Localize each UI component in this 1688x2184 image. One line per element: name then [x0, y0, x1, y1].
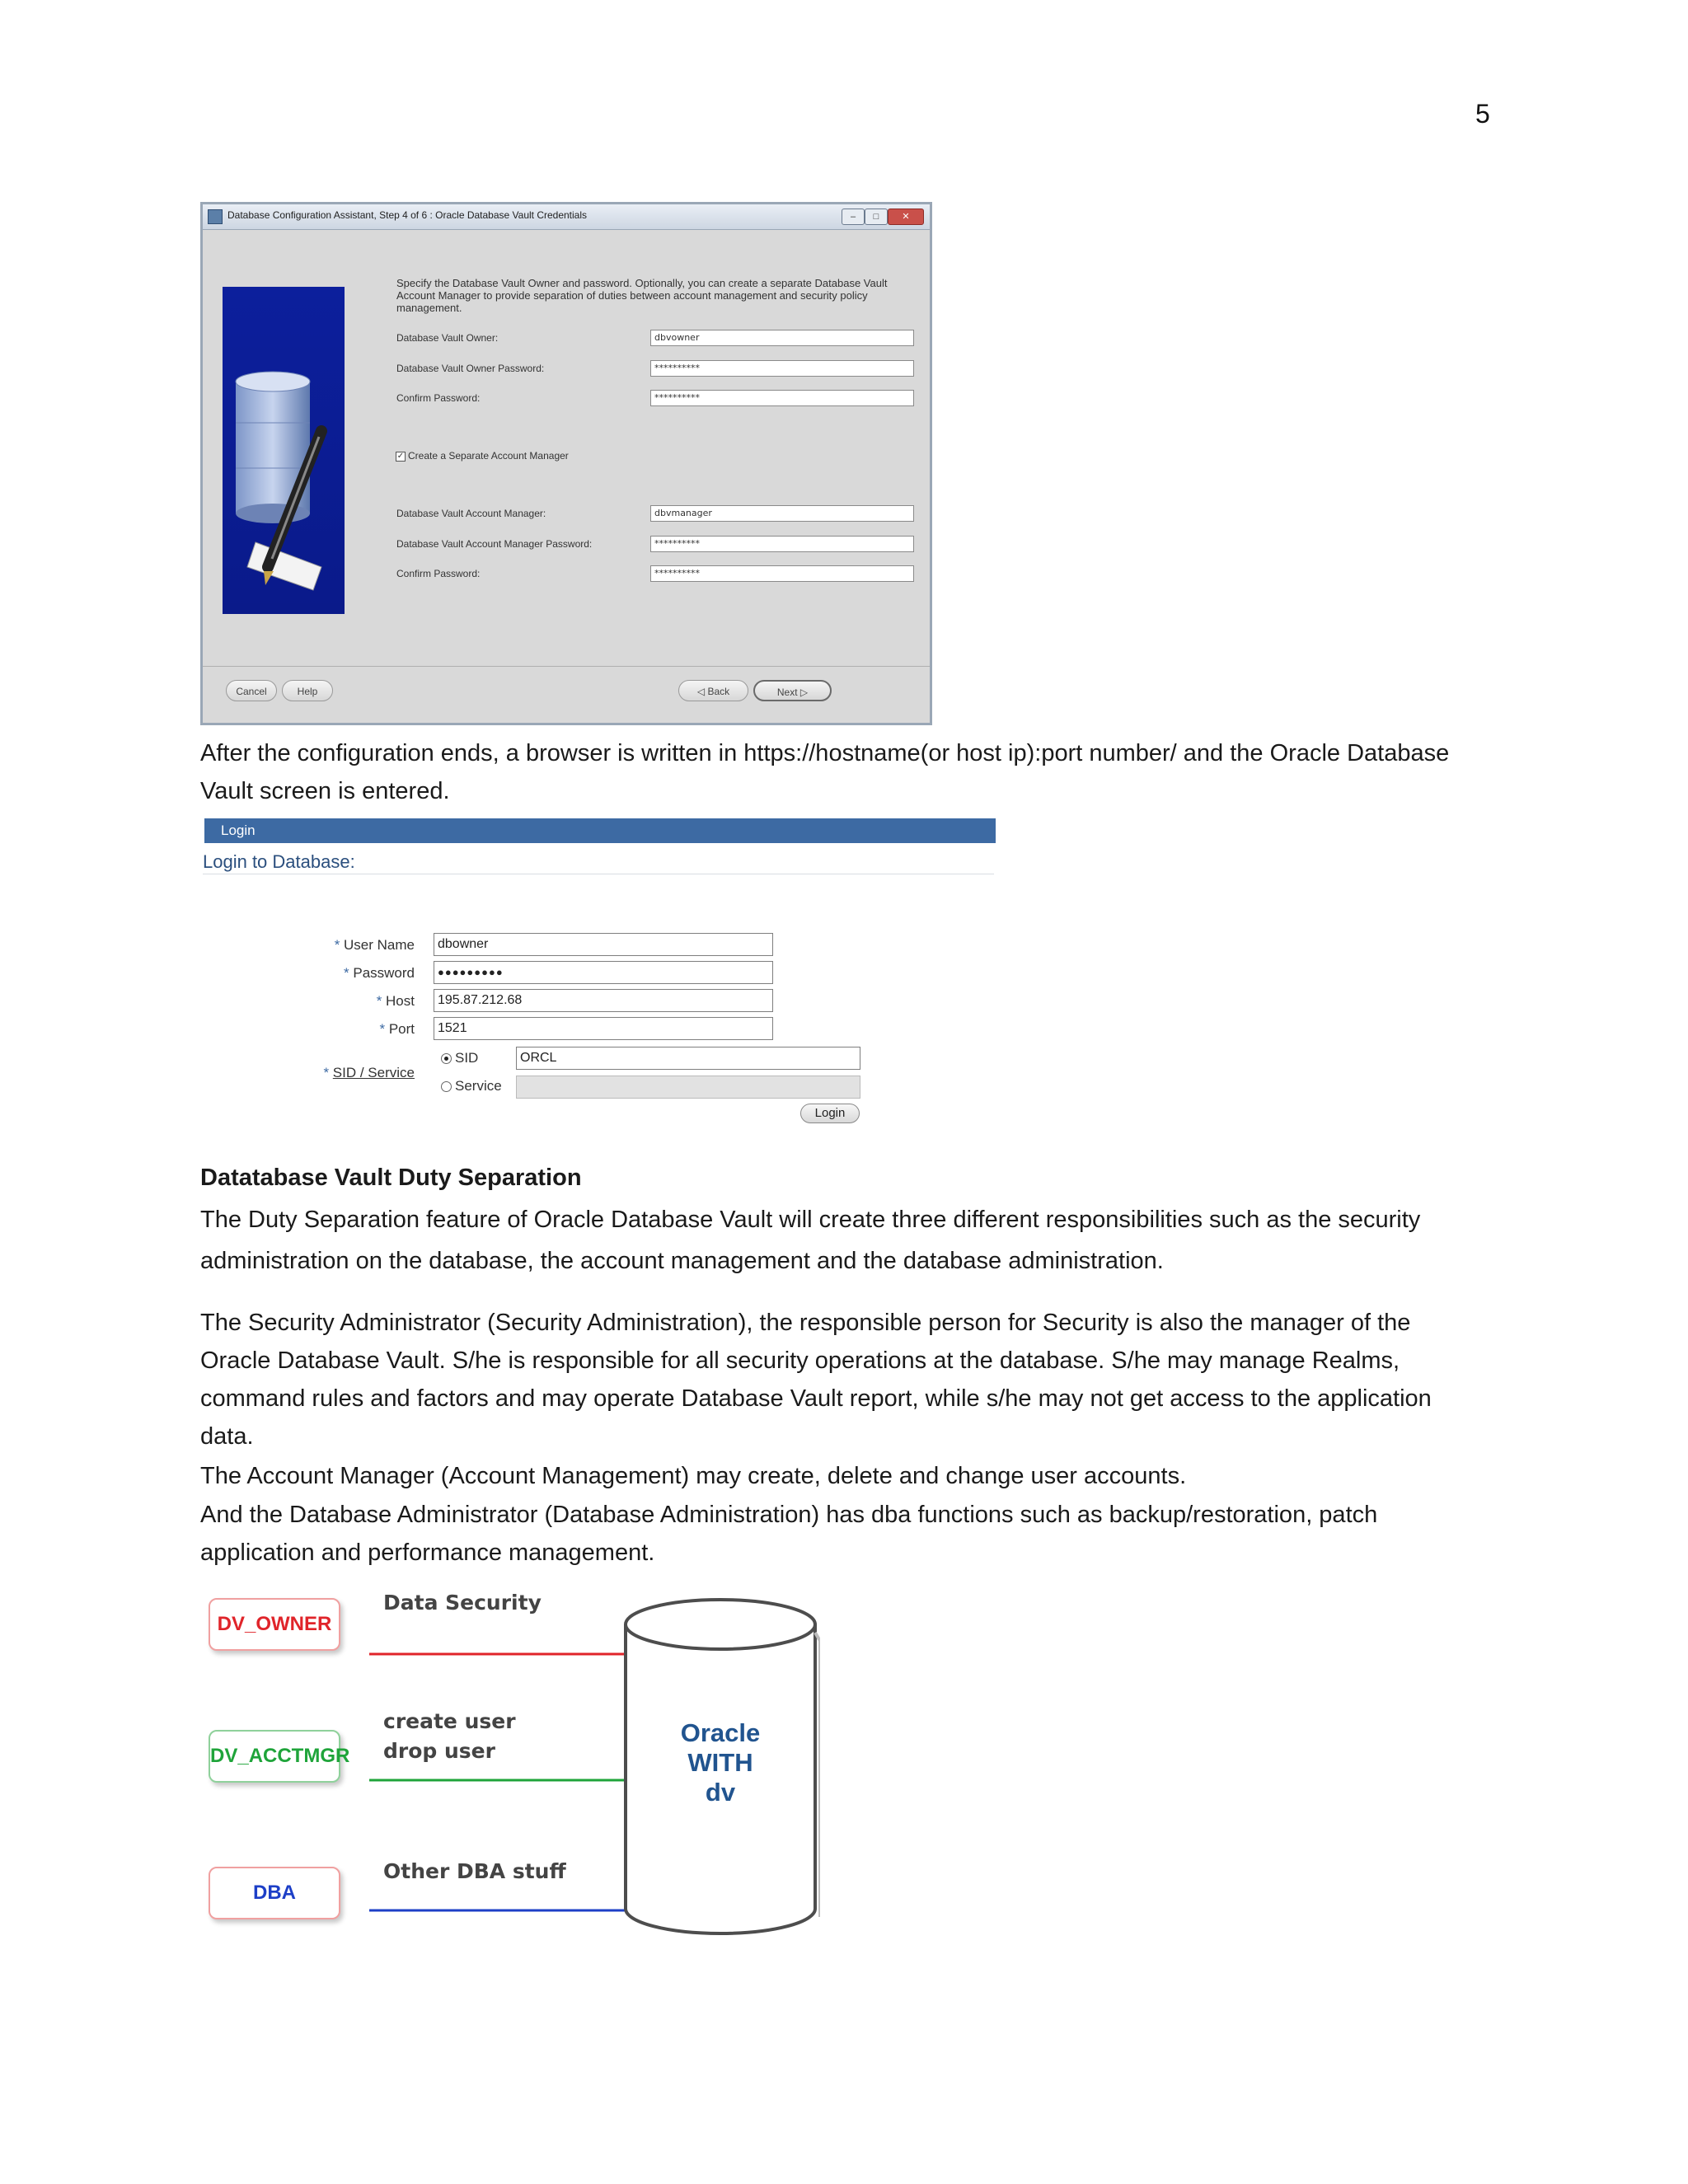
- port-label: * Port: [379, 1021, 415, 1037]
- paragraph-3: The Account Manager (Account Management) may create, delete and change user accounts.: [200, 1463, 1187, 1489]
- required-icon: *: [323, 1065, 333, 1080]
- owner-password-input[interactable]: **********: [650, 360, 914, 377]
- minimize-icon[interactable]: –: [842, 209, 865, 225]
- paragraph-4: And the Database Administrator (Database Administration) has dba functions such as backup/restoration, patch application and performance management.: [200, 1502, 1378, 1566]
- service-radio[interactable]: Service: [441, 1078, 502, 1094]
- separate-manager-checkbox[interactable]: [396, 450, 569, 462]
- paragraph-1: The Duty Separation feature of Oracle Database Vault will create three different responsibilities such as the security administration on the database, the account management and the database administration.: [200, 1207, 1421, 1274]
- manager-confirm-label: Confirm Password:: [396, 568, 481, 579]
- wizard-title: Database Configuration Assistant, Step 4 of 6 : Oracle Database Vault Credentials: [227, 209, 588, 221]
- wizard-divider: [203, 666, 930, 667]
- page-number: 5: [1475, 99, 1490, 129]
- manager-input[interactable]: dbvmanager: [650, 505, 914, 522]
- database-label: Oracle WITH dv: [680, 1718, 761, 1807]
- separate-manager-label: Create a Separate Account Manager: [408, 450, 569, 462]
- dba-box: DBA: [209, 1867, 340, 1919]
- dbca-wizard-screenshot: [200, 202, 932, 725]
- login-tab-bar: Login: [204, 818, 996, 843]
- required-icon: *: [344, 965, 354, 981]
- radio-selected-icon: [441, 1053, 452, 1064]
- checkbox-checked-icon: ✓: [396, 451, 405, 461]
- create-user-label: create user: [383, 1709, 516, 1733]
- app-icon: [208, 209, 223, 224]
- back-label: Back: [707, 686, 730, 697]
- section-heading: Datatabase Vault Duty Separation: [200, 1165, 582, 1191]
- owner-input[interactable]: dbvowner: [650, 330, 914, 346]
- data-security-label: Data Security: [383, 1591, 542, 1615]
- owner-label: Database Vault Owner:: [396, 332, 499, 344]
- duty-separation-diagram: [200, 1586, 843, 1949]
- next-label: Next: [776, 687, 798, 698]
- help-button[interactable]: Help: [282, 680, 333, 701]
- username-label: * User Name: [334, 937, 415, 953]
- browser-paragraph: After the configuration ends, a browser is written in https://hostname(or host ip):port number/ and the Oracle Database Vault screen is entered.: [200, 740, 1450, 804]
- required-icon: *: [379, 1021, 389, 1037]
- login-button[interactable]: Login: [800, 1104, 860, 1123]
- next-button[interactable]: Next ▷: [753, 680, 832, 701]
- manager-confirm-input[interactable]: **********: [650, 565, 914, 582]
- sid-service-label: * SID / Service: [323, 1065, 415, 1080]
- drop-user-label: drop user: [383, 1739, 495, 1763]
- other-dba-label: Other DBA stuff: [383, 1859, 566, 1883]
- port-input[interactable]: 1521: [434, 1017, 773, 1040]
- manager-label: Database Vault Account Manager:: [396, 508, 546, 519]
- sid-input[interactable]: ORCL: [516, 1047, 860, 1070]
- dv-acctmgr-box: DV_ACCTMGR: [209, 1730, 340, 1783]
- wizard-intro: Specify the Database Vault Owner and password. Optionally, you can create a separate Database Vault Account Manager to provide separation of duties between account management and security policy management.: [396, 277, 888, 314]
- host-input[interactable]: 195.87.212.68: [434, 989, 773, 1012]
- database-pen-illustration: [223, 287, 345, 614]
- password-input[interactable]: ●●●●●●●●●: [434, 961, 773, 984]
- radio-unselected-icon: [441, 1081, 452, 1092]
- service-input[interactable]: [516, 1076, 860, 1099]
- owner-password-label: Database Vault Owner Password:: [396, 363, 545, 374]
- required-icon: *: [376, 993, 387, 1009]
- username-input[interactable]: dbowner: [434, 933, 773, 956]
- host-label: * Host: [376, 993, 415, 1009]
- required-icon: *: [334, 937, 345, 953]
- dv-owner-box: DV_OWNER: [209, 1598, 340, 1651]
- owner-confirm-label: Confirm Password:: [396, 392, 481, 404]
- manager-password-input[interactable]: **********: [650, 536, 914, 552]
- sid-radio[interactable]: SID: [441, 1050, 478, 1066]
- wizard-titlebar: [203, 204, 930, 230]
- manager-password-label: Database Vault Account Manager Password:: [396, 538, 593, 550]
- cancel-button[interactable]: Cancel: [226, 680, 277, 701]
- back-button[interactable]: ◁ Back: [678, 680, 748, 701]
- login-screenshot: [200, 816, 1000, 1146]
- close-icon[interactable]: ✕: [888, 209, 924, 225]
- paragraph-2: The Security Administrator (Security Administration), the responsible person for Security is also the manager of the Oracle Database Vault. S/he is responsible for all security operations at the database. S/he may manage Realms, command rules and factors and may operate Database Vault report, while s/he may not get access to the application data.: [200, 1310, 1432, 1450]
- maximize-icon[interactable]: □: [865, 209, 888, 225]
- password-label: * Password: [344, 965, 415, 981]
- login-title: Login to Database:: [203, 851, 355, 872]
- owner-confirm-input[interactable]: **********: [650, 390, 914, 406]
